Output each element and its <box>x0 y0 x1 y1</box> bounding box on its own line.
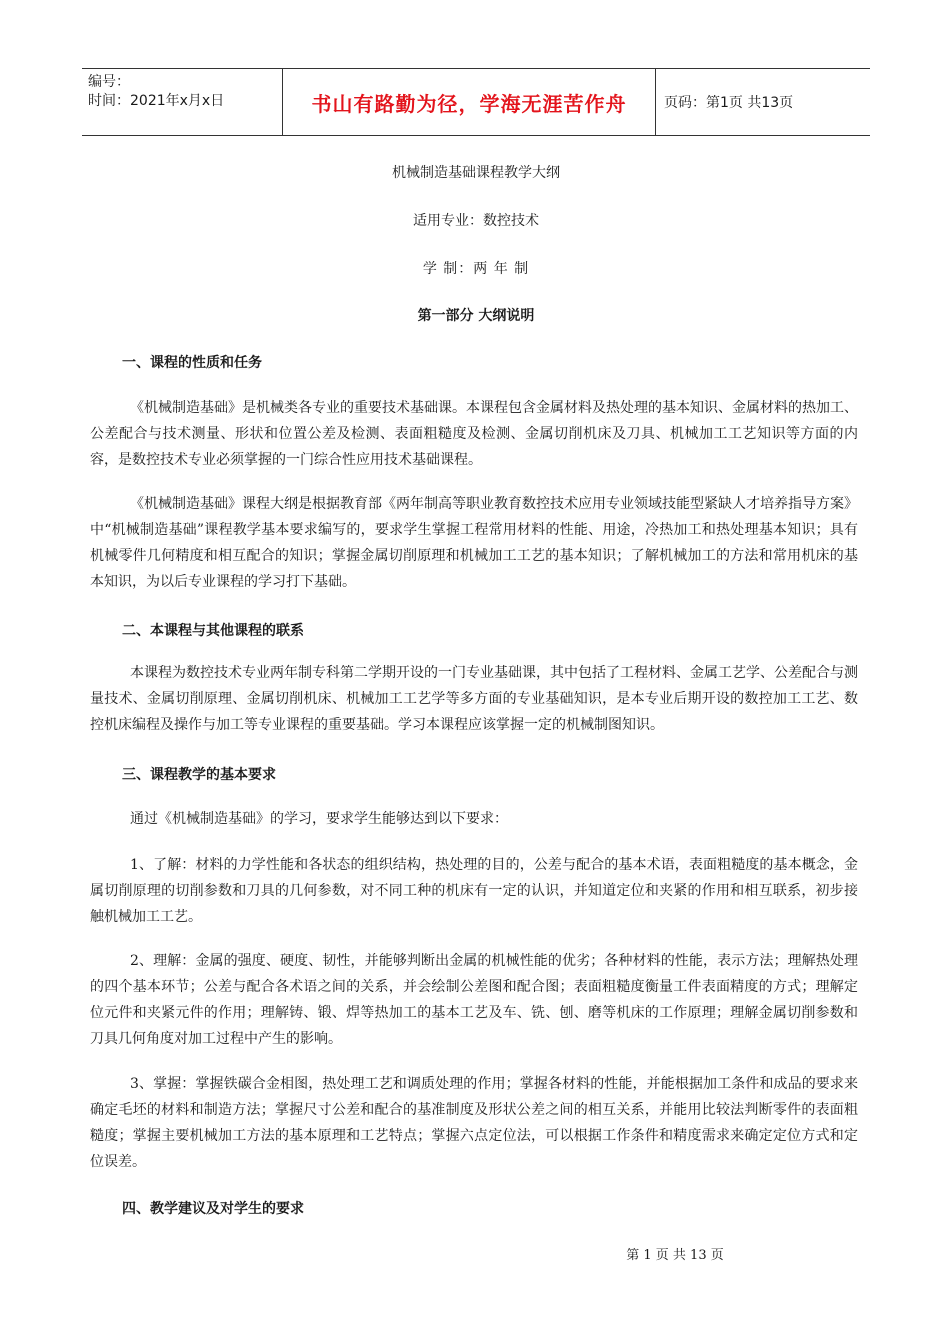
number-label: 编号： <box>88 74 130 90</box>
part-title: 第一部分 大纲说明 <box>417 308 535 324</box>
header-page-info: 页码：第1页 共13页 <box>664 95 794 111</box>
section-4-heading: 四、教学建议及对学生的要求 <box>122 1201 304 1217</box>
page-header <box>82 68 870 136</box>
section-1-heading: 一、课程的性质和任务 <box>122 355 262 371</box>
major-line: 适用专业：数控技术 <box>413 213 539 229</box>
motto: 书山有路勤为径，学海无涯苦作舟 <box>282 69 656 135</box>
section-3-heading: 三、课程教学的基本要求 <box>122 767 276 783</box>
section-3-requirement-3: 3、掌握：掌握铁碳合金相图，热处理工艺和调质处理的作用；掌握各材料的性能，并能根据加工条件和成品的要求来确定毛坯的材料和制造方法；掌握尺寸公差和配合的基准制度及形状公差之间的相互关系，并能用比较法判断零件的表面粗糙度；掌握主要机械加工方法的基本原理和工艺特点；掌握六点定位法，可以根据工作条件和精度需求来确定定位方式和定位误差。 <box>90 1076 858 1170</box>
section-1-paragraph-1: 《机械制造基础》是机械类各专业的重要技术基础课。本课程包含金属材料及热处理的基本知识、金属材料的热加工、公差配合与技术测量、形状和位置公差及检测、表面粗糙度及检测、金属切削机床及刀具、机械加工工艺知识等方面的内容，是数控技术专业必须掌握的一门综合性应用技术基础课程。 <box>90 400 858 468</box>
section-3-intro: 通过《机械制造基础》的学习，要求学生能够达到以下要求： <box>130 811 508 827</box>
section-1-paragraph-2: 《机械制造基础》课程大纲是根据教育部《两年制高等职业教育数控技术应用专业领域技能型紧缺人才培养指导方案》中“机械制造基础”课程教学基本要求编写的，要求学生掌握工程常用材料的性能、用途，冷热加工和热处理基本知识；具有机械零件几何精度和相互配合的知识；掌握金属切削原理和机械加工工艺的基本知识；了解机械加工的方法和常用机床的基本知识，为以后专业课程的学习打下基础。 <box>90 496 858 590</box>
section-3-requirement-2: 2、理解：金属的强度、硬度、韧性，并能够判断出金属的机械性能的优劣；各种材料的性能，表示方法；理解热处理的四个基本环节；公差与配合各术语之间的关系，并会绘制公差图和配合图；表面粗糙度衡量工件表面精度的方式；理解定位元件和夹紧元件的作用；理解铸、锻、焊等热加工的基本工艺及车、铣、刨、磨等机床的工作原理；理解金属切削参数和刀具几何角度对加工过程中产生的影响。 <box>90 953 858 1047</box>
document-title: 机械制造基础课程教学大纲 <box>392 165 560 181</box>
section-2-heading: 二、本课程与其他课程的联系 <box>122 623 304 639</box>
date-label: 时间：2021年x月x日 <box>88 93 225 109</box>
section-2-paragraph-1: 本课程为数控技术专业两年制专科第二学期开设的一门专业基础课，其中包括了工程材料、金属工艺学、公差配合与测量技术、金属切削原理、金属切削机床、机械加工工艺学等多方面的专业基础知识，是本专业后期开设的数控加工工艺、数控机床编程及操作与加工等专业课程的重要基础。学习本课程应该掌握一定的机械制图知识。 <box>90 665 858 733</box>
section-3-requirement-1: 1、了解：材料的力学性能和各状态的组织结构，热处理的目的，公差与配合的基本术语，表面粗糙度的基本概念，金属切削原理的切削参数和刀具的几何参数，对不同工种的机床有一定的认识，并知道定位和夹紧的作用和相互联系，初步接触机械加工工艺。 <box>90 857 858 925</box>
header-meta <box>82 69 282 135</box>
duration-line: 学 制：两 年 制 <box>422 261 530 277</box>
page-footer: 第 1 页 共 13 页 <box>626 1248 724 1263</box>
